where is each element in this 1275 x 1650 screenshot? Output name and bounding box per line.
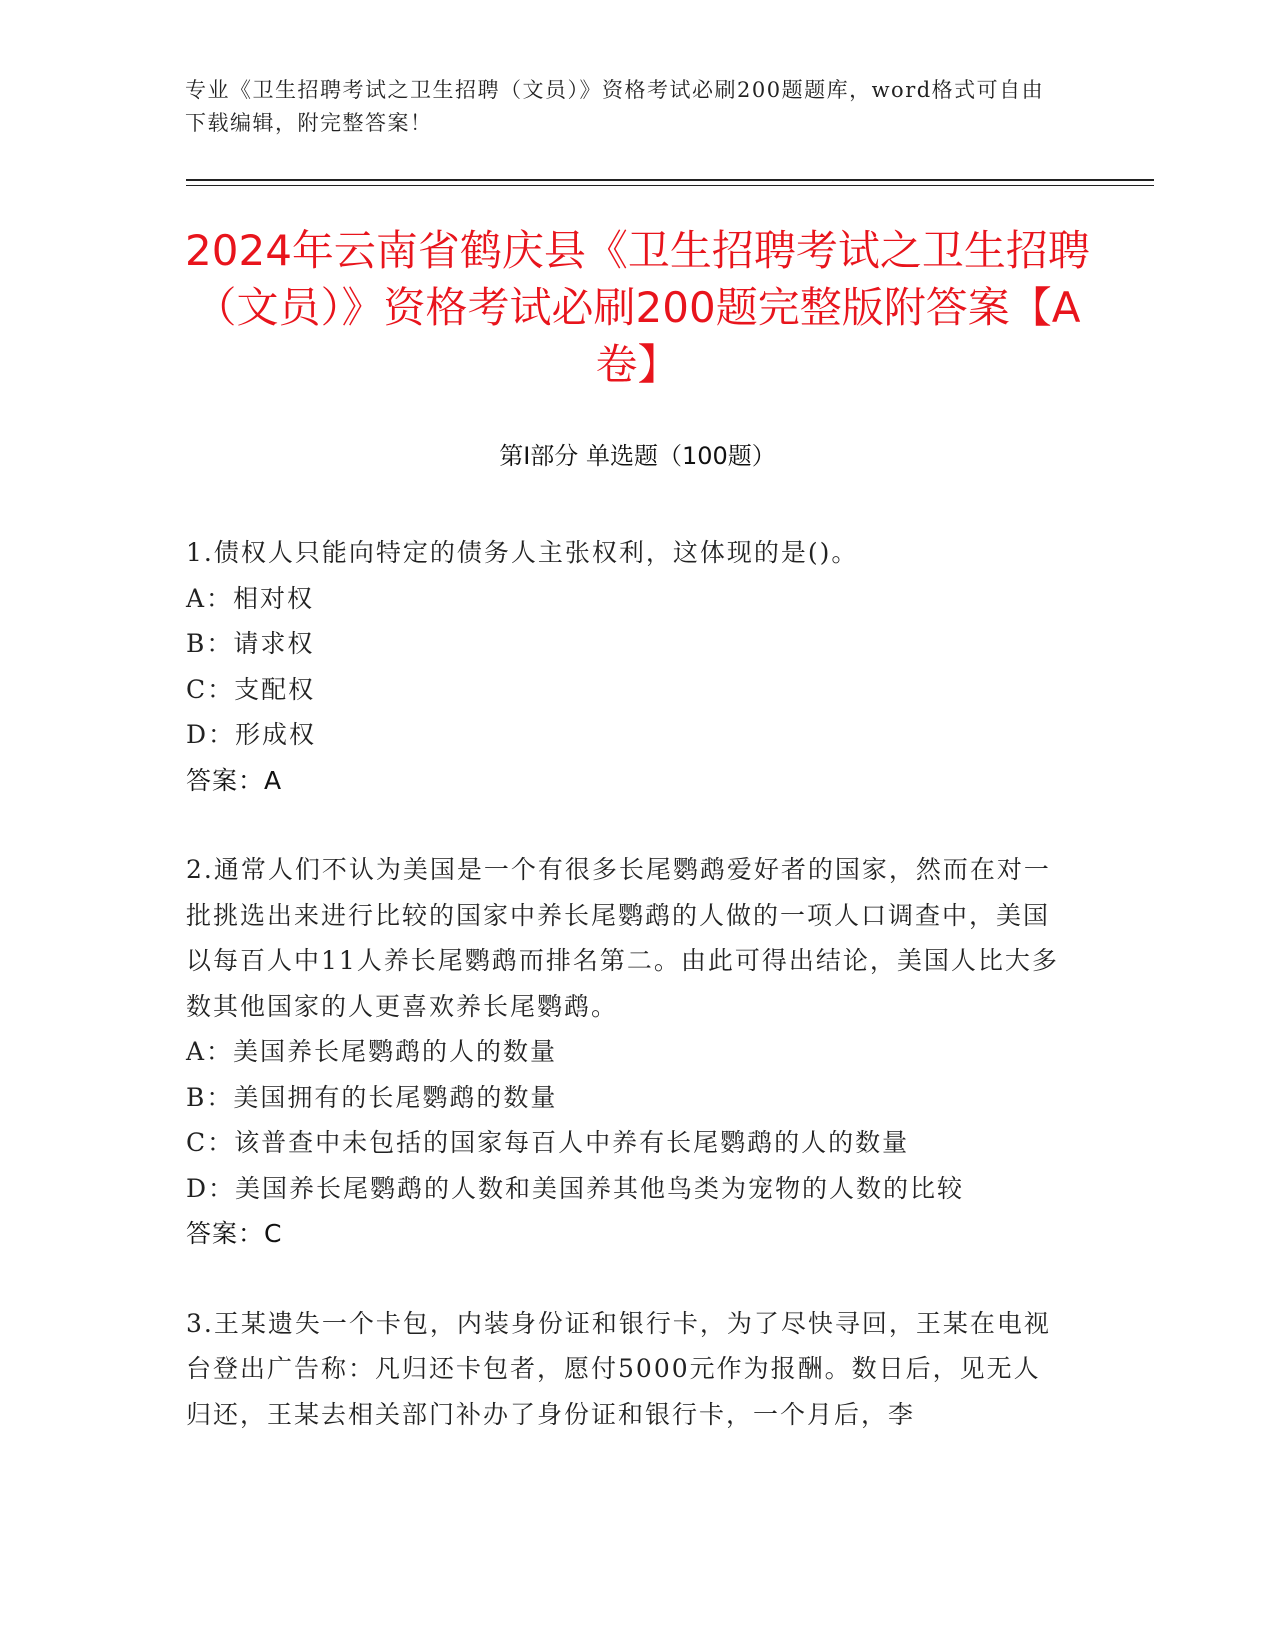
question-2 — [186, 847, 1066, 1257]
header-divider-thick — [186, 179, 1154, 181]
option-d: D：美国养长尾鹦鹉的人数和美国养其他鸟类为宠物的人数的比较 — [186, 1173, 965, 1203]
question-1 — [186, 530, 1066, 803]
option-a: A：美国养长尾鹦鹉的人的数量 — [186, 1037, 558, 1066]
question-stem: 1.债权人只能向特定的债务人主张权利，这体现的是()。 — [186, 538, 859, 567]
option-c: C：支配权 — [186, 674, 316, 704]
question-3 — [186, 1301, 1066, 1438]
answer: 答案：C — [186, 1219, 283, 1248]
option-c: C：该普查中未包括的国家每百人中养有长尾鹦鹉的人的数量 — [186, 1128, 910, 1157]
section-heading: 第Ⅰ部分 单选题（100题） — [499, 442, 776, 470]
question-stem: 3.王某遗失一个卡包，内装身份证和银行卡，为了尽快寻回，王某在电视台登出广告称：凡归还卡包者，愿付5000元作为报酬。数日后，见无人归还，王某去相关部门补办了身份证和银行卡，一个月后，李 — [186, 1308, 1051, 1429]
question-list — [186, 530, 1066, 1481]
option-d: D：形成权 — [186, 720, 317, 749]
option-a: A：相对权 — [186, 583, 315, 613]
header-note: 专业《卫生招聘考试之卫生招聘（文员）》资格考试必刷200题题库，word格式可自由下载编辑，附完整答案！ — [185, 78, 1045, 135]
question-stem: 2.通常人们不认为美国是一个有很多长尾鹦鹉爱好者的国家，然而在对一批挑选出来进行比较的国家中养长尾鹦鹉的人做的一项人口调查中，美国以每百人中11人养长尾鹦鹉而排名第二。由此可得出结论，美国人比大多数其他国家的人更喜欢养长尾鹦鹉。 — [186, 855, 1059, 1021]
document-title: 2024年云南省鹤庆县《卫生招聘考试之卫生招聘（文员）》资格考试必刷200题完整版附答案【A卷】 — [185, 226, 1090, 389]
option-b: B：请求权 — [186, 629, 315, 658]
option-b: B：美国拥有的长尾鹦鹉的数量 — [186, 1082, 558, 1112]
header-divider-thin — [186, 185, 1154, 186]
answer: 答案：A — [186, 765, 283, 795]
